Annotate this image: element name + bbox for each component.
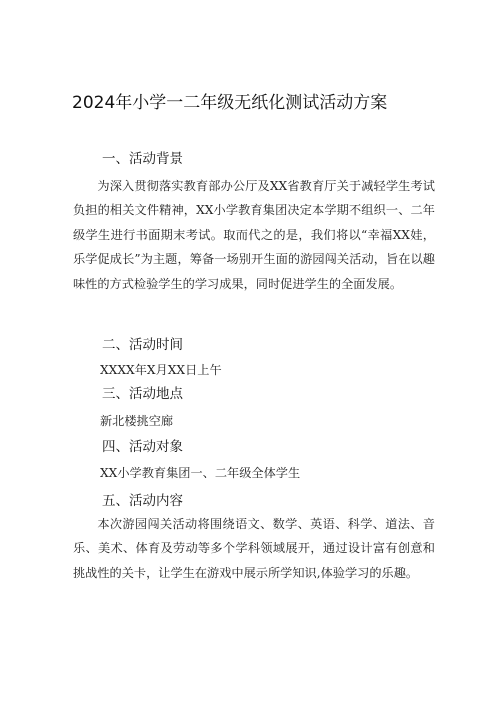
section-body-participants: XX小学教育集团一、二年级全体学生 bbox=[100, 466, 301, 480]
section-body-content: 本次游园闯关活动将围绕语文、数学、英语、科学、道法、音乐、美术、体育及劳动等多个学科领域展开，通过设计富有创意和挑战性的关卡，让学生在游戏中展示所学知识,体验学习的乐趣。 bbox=[73, 517, 435, 580]
section-heading-background: 一、活动背景 bbox=[102, 151, 183, 167]
section-heading-time: 二、活动时间 bbox=[102, 337, 183, 353]
section-heading-content: 五、活动内容 bbox=[102, 493, 183, 509]
section-heading-participants: 四、活动对象 bbox=[102, 439, 183, 455]
section-body-time: XXXX年X月XX日上午 bbox=[100, 363, 222, 377]
section-heading-location: 三、活动地点 bbox=[102, 386, 183, 402]
section-body-background: 为深入贯彻落实教育部办公厅及XX省教育厅关于减轻学生考试负担的相关文件精神，XX小学教育集团决定本学期不组织一、二年级学生进行书面期末考试。取而代之的是，我们将以“幸福XX娃，乐学促成长”为主题，筹备一场别开生面的游园闯关活动，旨在以趣味性的方式检验学生的学习成果，同时促进学生的全面发展。 bbox=[73, 179, 435, 291]
section-body-location: 新北楼挑空廊 bbox=[100, 414, 174, 428]
document-title: 2024年小学一二年级无纸化测试活动方案 bbox=[72, 93, 388, 113]
